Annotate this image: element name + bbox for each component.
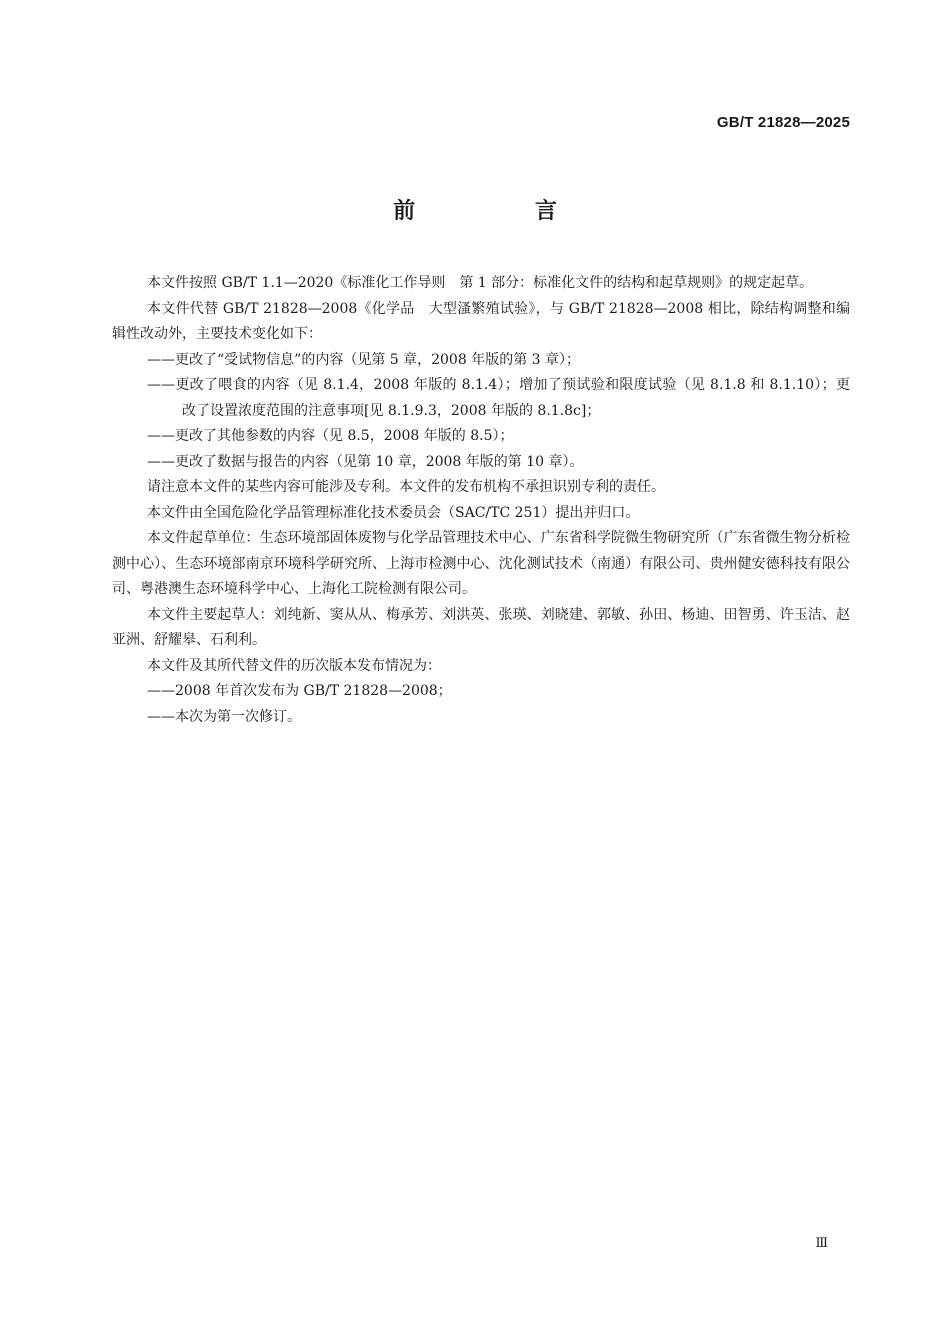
paragraph-drafting-rules: 本文件按照 GB/T 1.1—2020《标准化工作导则 第 1 部分：标准化文件的结构和起草规则》的规定起草。 bbox=[147, 275, 814, 291]
paragraph-history-intro: 本文件及其所代替文件的历次版本发布情况为： bbox=[147, 657, 441, 674]
paragraph-committee: 本文件由全国危险化学品管理标准化技术委员会（SAC/TC 251）提出并归口。 bbox=[147, 504, 640, 521]
paragraph-drafters: 本文件主要起草人：刘纯新、窦从从、梅承芳、刘洪英、张瑛、刘晓建、郭敏、孙田、杨迪、田智勇、许玉洁、赵亚洲、舒耀皋、石利利。 bbox=[112, 606, 850, 648]
foreword-body bbox=[112, 271, 850, 730]
change-item-feeding: ——更改了喂食的内容（见 8.1.4，2008 年版的 8.1.4）；增加了预试验和限度试验（见 8.1.8 和 8.1.10）；更改了设置浓度范围的注意事项[见 8.1.9.3，2008 年版的 8.1.8c]； bbox=[147, 377, 850, 419]
change-item-other-parameters: ——更改了其他参数的内容（见 8.5，2008 年版的 8.5）； bbox=[147, 428, 514, 444]
change-item-substance-info: ——更改了“受试物信息”的内容（见第 5 章，2008 年版的第 3 章）； bbox=[147, 351, 581, 368]
page-number: Ⅲ bbox=[815, 1236, 828, 1251]
change-item-data-report: ——更改了数据与报告的内容（见第 10 章，2008 年版的第 10 章）。 bbox=[147, 453, 584, 470]
paragraph-patent-notice: 请注意本文件的某些内容可能涉及专利。本文件的发布机构不承担识别专利的责任。 bbox=[147, 479, 665, 495]
paragraph-drafting-units: 本文件起草单位：生态环境部固体废物与化学品管理技术中心、广东省科学院微生物研究所（广东省微生物分析检测中心）、生态环境部南京环境科学研究所、上海市检测中心、沈化测试技术（南通）有限公司、贵州健安德科技有限公司、粤港澳生态环境科学中心、上海化工院检测有限公司。 bbox=[112, 530, 850, 597]
paragraph-replacement: 本文件代替 GB/T 21828—2008《化学品 大型溞繁殖试验》，与 GB/T 21828—2008 相比，除结构调整和编辑性改动外，主要技术变化如下： bbox=[112, 300, 850, 342]
history-item-first-release: ——2008 年首次发布为 GB/T 21828—2008； bbox=[147, 683, 452, 699]
history-item-revision: ——本次为第一次修订。 bbox=[147, 708, 301, 725]
page-title: 前 言 bbox=[393, 199, 613, 224]
standard-code: GB/T 21828—2025 bbox=[716, 114, 850, 131]
